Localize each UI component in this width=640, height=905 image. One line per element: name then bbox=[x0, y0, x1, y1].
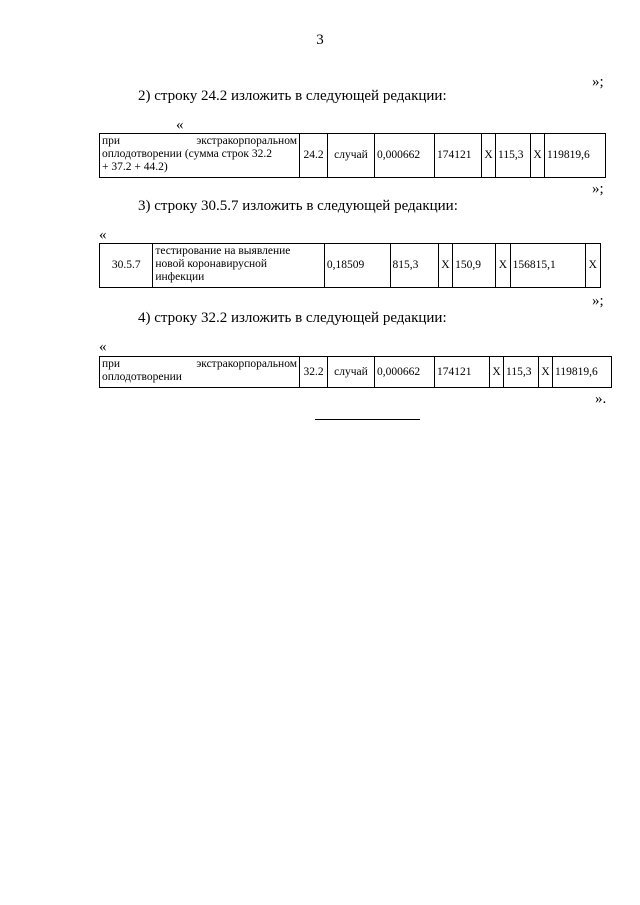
name-cell bbox=[100, 134, 300, 178]
value-cell-2: 150,9 bbox=[453, 244, 496, 288]
name-line-2: новой коронавирусной bbox=[155, 258, 268, 270]
amendment-heading-2: 2) строку 24.2 изложить в следующей редакции: bbox=[138, 88, 447, 104]
table-row bbox=[100, 244, 601, 288]
row-24-2-table bbox=[99, 133, 606, 178]
x-cell-1: Х bbox=[438, 244, 452, 288]
name-word-right: экстракорпоральном bbox=[196, 358, 297, 370]
x-cell-2: Х bbox=[496, 244, 510, 288]
closing-quote-previous: »; bbox=[592, 74, 604, 90]
name-word-left: при bbox=[102, 135, 121, 147]
name-word-left: при bbox=[102, 358, 121, 370]
separator-line bbox=[315, 419, 420, 420]
row-30-5-7-table bbox=[99, 243, 601, 288]
opening-quote-3: « bbox=[99, 227, 107, 243]
unit-cell: случай bbox=[328, 134, 375, 178]
x-cell-2: Х bbox=[539, 357, 553, 388]
value-cell-2: 115,3 bbox=[496, 134, 531, 178]
name-cell bbox=[100, 357, 300, 388]
name-cell bbox=[153, 244, 324, 288]
name-line-3: + 37.2 + 44.2) bbox=[102, 161, 168, 173]
opening-quote-4: « bbox=[99, 339, 107, 355]
norm-cell: 0,000662 bbox=[375, 357, 435, 388]
row-32-2-table bbox=[99, 356, 612, 388]
unit-cell: случай bbox=[328, 357, 375, 388]
closing-quote-3: »; bbox=[592, 293, 604, 309]
table-row bbox=[100, 357, 612, 388]
value-cell-3: 119819,6 bbox=[553, 357, 612, 388]
norm-cell: 0,000662 bbox=[375, 134, 435, 178]
value-cell-2: 115,3 bbox=[504, 357, 539, 388]
opening-quote-2: « bbox=[176, 117, 184, 133]
closing-quote-4: ». bbox=[595, 391, 607, 407]
x-cell-1: Х bbox=[490, 357, 504, 388]
code-cell: 24.2 bbox=[300, 134, 328, 178]
value-cell-3: 119819,6 bbox=[545, 134, 606, 178]
code-cell: 32.2 bbox=[300, 357, 328, 388]
x-cell-1: Х bbox=[482, 134, 496, 178]
value-cell-3: 156815,1 bbox=[510, 244, 585, 288]
amendment-heading-3: 3) строку 30.5.7 изложить в следующей редакции: bbox=[138, 198, 458, 214]
name-line-2: оплодотворении bbox=[102, 371, 182, 383]
cost-cell: 174121 bbox=[435, 357, 490, 388]
cost-cell: 174121 bbox=[435, 134, 482, 178]
norm-cell: 0,18509 bbox=[324, 244, 390, 288]
cost-cell: 815,3 bbox=[390, 244, 438, 288]
page-number: 3 bbox=[316, 32, 324, 48]
name-line-3: инфекции bbox=[155, 271, 205, 283]
closing-quote-2: »; bbox=[592, 181, 604, 197]
x-cell-2: Х bbox=[531, 134, 545, 178]
x-cell-3: Х bbox=[585, 244, 600, 288]
table-row bbox=[100, 134, 606, 178]
name-line-2: оплодотворении (сумма строк 32.2 bbox=[102, 148, 273, 160]
code-cell: 30.5.7 bbox=[100, 244, 153, 288]
name-line-1: тестирование на выявление bbox=[155, 245, 291, 257]
amendment-heading-4: 4) строку 32.2 изложить в следующей редакции: bbox=[138, 310, 447, 326]
name-word-right: экстракорпоральном bbox=[196, 135, 297, 147]
